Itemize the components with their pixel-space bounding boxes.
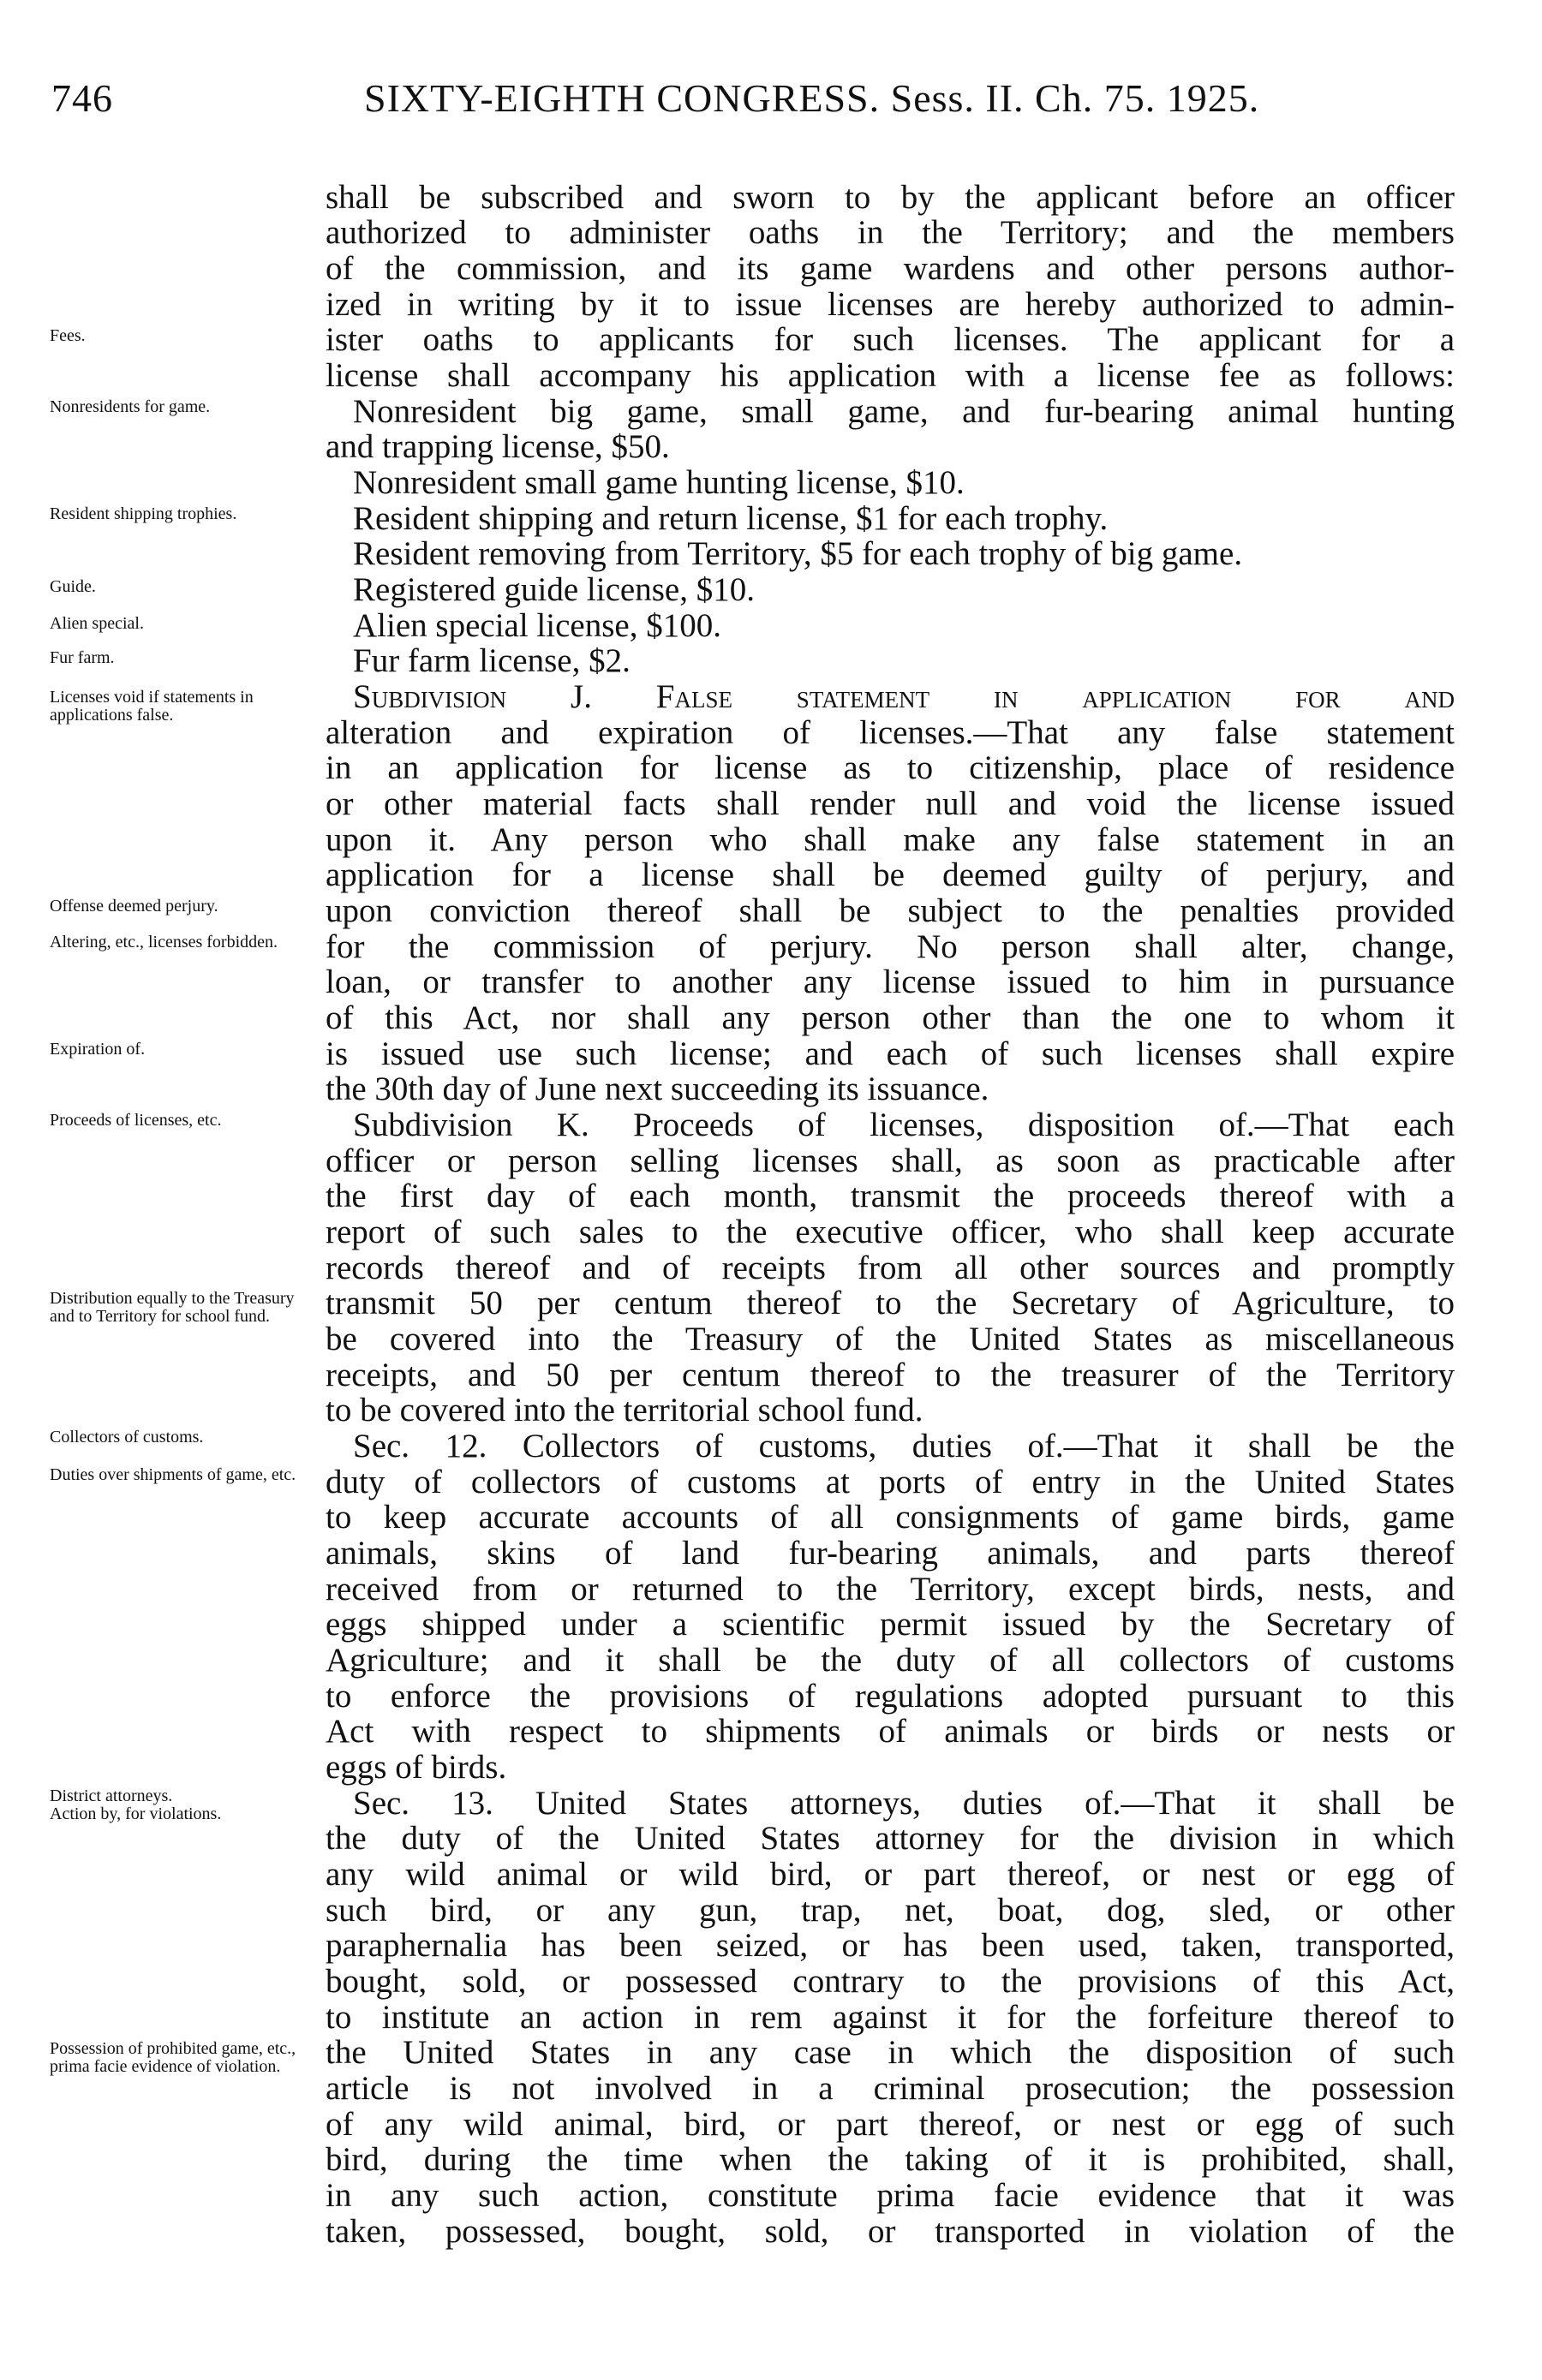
body-line: records thereof and of receipts from all other sources and promptly: [326, 1250, 1455, 1286]
margin-note: Action by, for violations.: [50, 1804, 222, 1823]
body-line: paraphernalia has been seized, or has been used, taken, transported,: [326, 1927, 1455, 1964]
body-line: authorized to administer oaths in the Territory; and the members: [326, 214, 1455, 251]
margin-note: Fees.: [50, 326, 86, 345]
body-line: animals, skins of land fur-bearing animals, and parts thereof: [326, 1535, 1455, 1572]
body-line: for the commission of perjury. No person shall alter, change,: [326, 928, 1455, 965]
body-line: bird, during the time when the taking of it is prohibited, shall,: [326, 2141, 1455, 2178]
body-line: to institute an action in rem against it for the forfeiture thereof to: [326, 1999, 1455, 2036]
body-line: the 30th day of June next succeeding its issuance.: [326, 1071, 989, 1107]
body-line: received from or returned to the Territory, except birds, nests, and: [326, 1571, 1455, 1608]
body-line: eggs of birds.: [326, 1749, 507, 1786]
page-number: 746: [51, 76, 113, 120]
body-line: in any such action, constitute prima facie evidence that it was: [326, 2177, 1455, 2214]
body-line: such bird, or any gun, trap, net, boat, dog, sled, or other: [326, 1892, 1455, 1929]
body-line: to keep accurate accounts of all consignments of game birds, game: [326, 1499, 1455, 1536]
section-heading-line: Subdivision J. False statement in application for and: [353, 678, 1455, 715]
section-heading-line: Subdivision K. Proceeds of licenses, disposition of.—That each: [353, 1106, 1455, 1143]
body-line: the first day of each month, transmit the proceeds thereof with a: [326, 1178, 1455, 1214]
body-line: Resident shipping and return license, $1 for each trophy.: [353, 500, 1109, 537]
margin-note: Altering, etc., licenses forbidden.: [50, 933, 278, 951]
body-line: of the commission, and its game wardens and other persons author-: [326, 250, 1455, 287]
body-line: license shall accompany his application with a license fee as follows:: [326, 357, 1455, 394]
margin-note: District attorneys.: [50, 1786, 173, 1805]
margin-note: Duties over shipments of game, etc.: [50, 1465, 296, 1484]
body-line: Nonresident big game, small game, and fur-bearing animal hunting: [353, 393, 1455, 430]
body-line: article is not involved in a criminal prosecution; the possession: [326, 2070, 1455, 2107]
body-line: to enforce the provisions of regulations adopted pursuant to this: [326, 1678, 1455, 1715]
body-line: Act with respect to shipments of animals or birds or nests or: [326, 1713, 1455, 1750]
body-line: receipts, and 50 per centum thereof to the treasurer of the Territory: [326, 1357, 1455, 1393]
body-line: Registered guide license, $10.: [353, 571, 755, 608]
body-line: Resident removing from Territory, $5 for each trophy of big game.: [353, 535, 1243, 572]
body-line: upon conviction thereof shall be subject to the penalties provided: [326, 892, 1455, 929]
body-line: application for a license shall be deemed guilty of perjury, and: [326, 856, 1455, 893]
body-line: bought, sold, or possessed contrary to the provisions of this Act,: [326, 1963, 1455, 2000]
body-line: transmit 50 per centum thereof to the Secretary of Agriculture, to: [326, 1285, 1455, 1321]
section-heading-line: Sec. 13. United States attorneys, duties of.—That it shall be: [353, 1785, 1455, 1822]
margin-note: Nonresidents for game.: [50, 397, 211, 416]
body-line: of this Act, nor shall any person other than the one to whom it: [326, 999, 1455, 1036]
body-line: the duty of the United States attorney for the division in which: [326, 1820, 1455, 1857]
body-line: Alien special license, $100.: [353, 607, 721, 644]
body-line: taken, possessed, bought, sold, or transported in violation of the: [326, 2213, 1455, 2250]
body-line: to be covered into the territorial school fund.: [326, 1392, 923, 1429]
body-line: Nonresident small game hunting license, $10.: [353, 464, 965, 501]
body-line: any wild animal or wild bird, or part thereof, or nest or egg of: [326, 1856, 1455, 1893]
body-line: of any wild animal, bird, or part thereof, or nest or egg of such: [326, 2106, 1455, 2143]
body-line: report of such sales to the executive officer, who shall keep accurate: [326, 1214, 1455, 1250]
body-line: ized in writing by it to issue licenses are hereby authorized to admin-: [326, 286, 1455, 323]
margin-note: Possession of prohibited game, etc., prima facie evidence of violation.: [50, 2039, 296, 2076]
body-line: Agriculture; and it shall be the duty of all collectors of customs: [326, 1642, 1455, 1679]
body-line: in an application for license as to citizenship, place of residence: [326, 749, 1455, 786]
body-line: be covered into the Treasury of the United States as miscellaneous: [326, 1321, 1455, 1357]
body-line: or other material facts shall render null and void the license issued: [326, 785, 1455, 822]
margin-note: Offense deemed perjury.: [50, 897, 218, 916]
body-line: upon it. Any person who shall make any false statement in an: [326, 821, 1455, 858]
body-line: is issued use such license; and each of such licenses shall expire: [326, 1035, 1455, 1072]
body-line: officer or person selling licenses shall, as soon as practicable after: [326, 1142, 1455, 1179]
section-heading-line: Sec. 12. Collectors of customs, duties of.—That it shall be the: [353, 1428, 1455, 1464]
margin-note: Fur farm.: [50, 648, 115, 667]
body-line: shall be subscribed and sworn to by the applicant before an officer: [326, 179, 1455, 216]
body-line: the United States in any case in which the disposition of such: [326, 2034, 1455, 2071]
body-line: alteration and expiration of licenses.—That any false statement: [326, 714, 1455, 751]
body-line: and trapping license, $50.: [326, 428, 670, 465]
body-line: eggs shipped under a scientific permit issued by the Secretary of: [326, 1606, 1455, 1643]
margin-note: Guide.: [50, 577, 96, 596]
margin-note: Alien special.: [50, 614, 144, 633]
body-line: Fur farm license, $2.: [353, 642, 631, 679]
margin-note: Resident shipping trophies.: [50, 504, 237, 523]
margin-note: Collectors of customs.: [50, 1428, 204, 1446]
margin-note: Licenses void if statements in applications false.: [50, 688, 254, 725]
running-head: SIXTY-EIGHTH CONGRESS. Sess. II. Ch. 75. 1925.: [364, 76, 1260, 120]
margin-note: Distribution equally to the Treasury and to Territory for school fund.: [50, 1289, 295, 1326]
body-line: loan, or transfer to another any license issued to him in pursuance: [326, 963, 1455, 1000]
margin-note: Proceeds of licenses, etc.: [50, 1111, 222, 1130]
body-line: duty of collectors of customs at ports of entry in the United States: [326, 1464, 1455, 1500]
margin-note: Expiration of.: [50, 1040, 146, 1059]
body-line: ister oaths to applicants for such licenses. The applicant for a: [326, 321, 1455, 358]
